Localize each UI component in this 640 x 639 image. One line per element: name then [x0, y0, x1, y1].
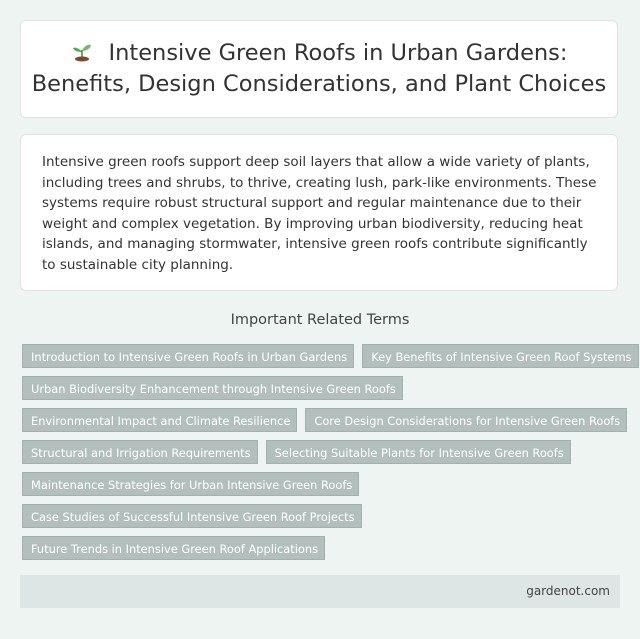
- related-term-link[interactable]: Key Benefits of Intensive Green Roof Systems: [362, 344, 638, 368]
- sprout-icon: [71, 40, 93, 62]
- intro-paragraph: Intensive green roofs support deep soil layers that allow a wide variety of plants, including trees and shrubs, to thrive, creating lush, park-like environments. These systems require robust structural support and regular maintenance due to their weight and complex vegetation. By improving urban biodiversity, reducing heat islands, and managing stormwater, intensive green roofs contribute significantly to sustainable city planning.: [42, 154, 597, 273]
- term-row: [22, 536, 622, 560]
- related-term-link[interactable]: Future Trends in Intensive Green Roof Applications: [22, 536, 325, 560]
- related-term-link[interactable]: Maintenance Strategies for Urban Intensive Green Roofs: [22, 472, 359, 496]
- intro-card: [20, 134, 618, 291]
- related-term-link[interactable]: Selecting Suitable Plants for Intensive Green Roofs: [266, 440, 571, 464]
- term-row: [22, 344, 632, 368]
- term-row: [22, 376, 622, 400]
- term-row: [22, 472, 622, 496]
- footer-site[interactable]: gardenot.com: [526, 584, 610, 598]
- term-row: [22, 440, 622, 464]
- term-row: [22, 504, 622, 528]
- title-card: [20, 20, 618, 118]
- related-term-link[interactable]: Environmental Impact and Climate Resilience: [22, 408, 297, 432]
- related-term-link[interactable]: Structural and Irrigation Requirements: [22, 440, 258, 464]
- related-term-link[interactable]: Core Design Considerations for Intensive Green Roofs: [305, 408, 627, 432]
- related-term-link[interactable]: Case Studies of Successful Intensive Green Roof Projects: [22, 504, 362, 528]
- related-term-link[interactable]: Introduction to Intensive Green Roofs in Urban Gardens: [22, 344, 354, 368]
- title-line-1: Intensive Green Roofs in Urban Gardens:: [108, 40, 568, 66]
- page-title: [32, 38, 607, 100]
- term-row: [22, 408, 622, 432]
- footer: [20, 575, 620, 608]
- related-terms-heading: Important Related Terms: [230, 312, 410, 328]
- related-term-link[interactable]: Urban Biodiversity Enhancement through Intensive Green Roofs: [22, 376, 403, 400]
- title-line-2: Benefits, Design Considerations, and Plant Choices: [31, 71, 607, 97]
- related-terms-list: [22, 344, 632, 568]
